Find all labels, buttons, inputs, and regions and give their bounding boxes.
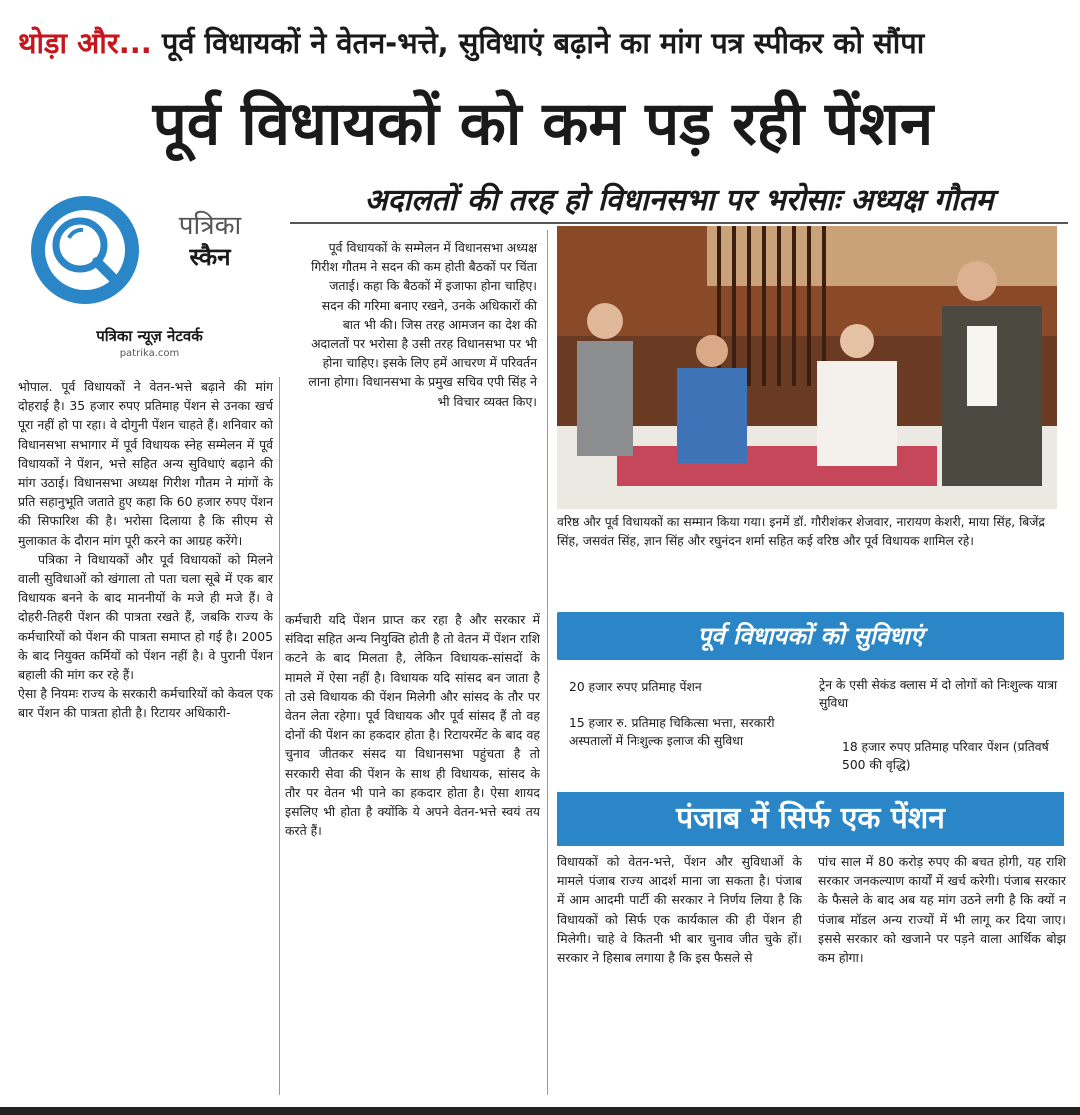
subheadline-rule	[290, 222, 1068, 224]
punjab-column-2: पांच साल में 80 करोड़ रुपए की बचत होगी, यह राशि सरकार जनकल्याण कार्यों में खर्च करेगी। पंजाब सरकार के फैसले के बाद अब यह मांग उठने लगी है कि क्यों न पंजाब मॉडल अन्य राज्यों में भी लागू कर दिया जाए। इससे सरकार को खजाने पर पड़ने वाला आर्थिक बोझ कम होगा।	[818, 854, 1066, 966]
article-column-1	[18, 377, 273, 1097]
list-item: 20 हजार रुपए प्रतिमाह पेंशन	[569, 680, 702, 694]
paragraph: भोपाल. पूर्व विधायकों ने वेतन-भत्ते बढ़ाने की मांग दोहराई है। 35 हजार रुपए प्रतिमाह पेंशन से उनका खर्च पूरा नहीं हो पा रहा। वे दोगुनी पेंशन चाहते हैं। शनिवार को विधानसभा सभागार में पूर्व विधायक स्नेह सम्मेलन में पूर्व विधायकों ने पेंशन, भत्ते सहित अन्य सुविधाएं बढ़ाने की मांग उठाई। विधानसभा अध्यक्ष गिरीश गौतम ने मांगों के प्रति सहानुभूति जताते हुए कहा कि 60 हजार रुपए पेंशन की सिफारिश की है। भरोसा दिलाया है कि सीएम से मुलाकात के दौरान मांग पूरी करने का आग्रह करेंगे।	[18, 379, 273, 548]
brand-line1: पत्रिका	[178, 211, 242, 241]
punjab-column-1: विधायकों को वेतन-भत्ते, पेंशन और सुविधाओं के मामले पंजाब राज्य आदर्श माना जा सकता है। पंजाब में आम आदमी पार्टी की सरकार ने निर्णय लिया है कि विधायकों को सिर्फ एक कार्यकाल की ही पेंशन ही मिलेगी। चाहे वे कितनी भी बार चुनाव जीत चुके हों। सरकार ने हिसाब लगाया है कि इस फैसले से	[557, 854, 802, 966]
byline	[22, 325, 277, 361]
event-photo	[557, 226, 1057, 509]
magnifier-logo-icon	[25, 190, 160, 325]
column-divider	[547, 230, 548, 1095]
byline-name: पत्रिका न्यूज़ नेटवर्क	[96, 327, 203, 345]
facilities-list	[557, 668, 1064, 786]
photo-caption: वरिष्ठ और पूर्व विधायकों का सम्मान किया गया। इनमें डॉ. गौरीशंकर शेजवार, नारायण केशरी, माया सिंह, बिजेंद्र सिंह, जसवंत सिंह, ज्ञान सिंह और रघुनंदन शर्मा सहित कई वरिष्ठ और पूर्व विधायक शामिल रहे।	[557, 515, 1045, 548]
headline: पूर्व विधायकों को कम पड़ रही पेंशन	[152, 89, 934, 159]
brand-line2: स्कैन	[189, 243, 231, 271]
brand-label	[155, 210, 265, 272]
page-bottom-border	[0, 1107, 1080, 1115]
paragraph: पत्रिका ने विधायकों और पूर्व विधायकों को मिलने वाली सुविधाओं को खंगाला तो पता चला सूबे में एक बार विधायक बनने के बाद माननीयों के मजे ही मजे हैं। वे दोहरी-तिहरी पेंशन की पात्रता रखते हैं, जबकि राज्य के कर्मचारियों को पेंशन की पात्रता समाप्त हो गई है। 2005 के बाद नियुक्त कर्मियों को पेंशन नहीं है। वे पुरानी पेंशन बहाली की मांग कर रहे हैं।	[18, 551, 273, 683]
kicker-lead: थोड़ा और...	[18, 26, 152, 60]
speaker-quote-block: पूर्व विधायकों के सम्मेलन में विधानसभा अध्यक्ष गिरीश गौतम ने सदन की कम होती बैठकों पर चिंता जताई। कहा कि बैठकों में इजाफा होना चाहिए। सदन की गरिमा बनाए रखने, उनके अधिकारों की बात भी की। जिस तरह आमजन का देश की अदालतों पर भरोसा है उसी तरह विधानसभा पर भी होना चाहिए। इसके लिए हमें आचरण में परिवर्तन लाना होगा। विधानसभा के प्रमुख सचिव एपी सिंह ने भी विचार व्यक्त किए।	[308, 240, 537, 409]
list-item: 18 हजार रुपए प्रतिमाह परिवार पेंशन (प्रतिवर्ष 500 की वृद्धि)	[842, 740, 1049, 772]
punjab-heading: पंजाब में सिर्फ एक पेंशन	[557, 792, 1064, 846]
subheadline: अदालतों की तरह हो विधानसभा पर भरोसाः अध्यक्ष गौतम	[364, 183, 994, 218]
list-item: ट्रेन के एसी सेकंड क्लास में दो लोगों को निःशुल्क यात्रा सुविधा	[819, 678, 1058, 710]
paragraph: ऐसा है नियमः राज्य के सरकारी कर्मचारियों को केवल एक बार पेंशन की पात्रता होती है। रिटायर अधिकारी-	[18, 686, 273, 721]
column-divider	[279, 377, 280, 1095]
kicker-line	[18, 14, 1068, 72]
byline-site: patrika.com	[119, 348, 180, 359]
article-column-2: कर्मचारी यदि पेंशन प्राप्त कर रहा है और सरकार में संविदा सहित अन्य नियुक्ति होती है तो वेतन में पेंशन राशि कटने के बाद मिलता है, लेकिन विधायक-सांसदों के मामले में ऐसा नहीं है। विधायक यदि सांसद बन जाता है तो उसे विधायक की पेंशन मिलेगी और सांसद के तौर पर वेतन लेता रहेगा। पूर्व विधायक और पूर्व सांसद हैं तो वह दोनों की पेंशन का हकदार होता है। रिटायरमेंट के बाद वह चुनाव जीतकर संसद या विधानसभा पहुंचता है तो सरकारी सेवा की पेंशन के साथ ही विधायक, सांसद के तौर पर वेतन भी पाने का हकदार होता है। ऐसा शायद इसलिए भी होता है क्योंकि ये अपने वेतन-भत्ते स्वयं तय करते हैं।	[285, 612, 540, 839]
kicker-text: पूर्व विधायकों ने वेतन-भत्ते, सुविधाएं बढ़ाने का मांग पत्र स्पीकर को सौंपा	[161, 26, 925, 60]
facilities-heading: पूर्व विधायकों को सुविधाएं	[557, 612, 1064, 660]
list-item: 15 हजार रु. प्रतिमाह चिकित्सा भत्ता, सरकारी अस्पतालों में निःशुल्क इलाज की सुविधा	[569, 716, 775, 748]
